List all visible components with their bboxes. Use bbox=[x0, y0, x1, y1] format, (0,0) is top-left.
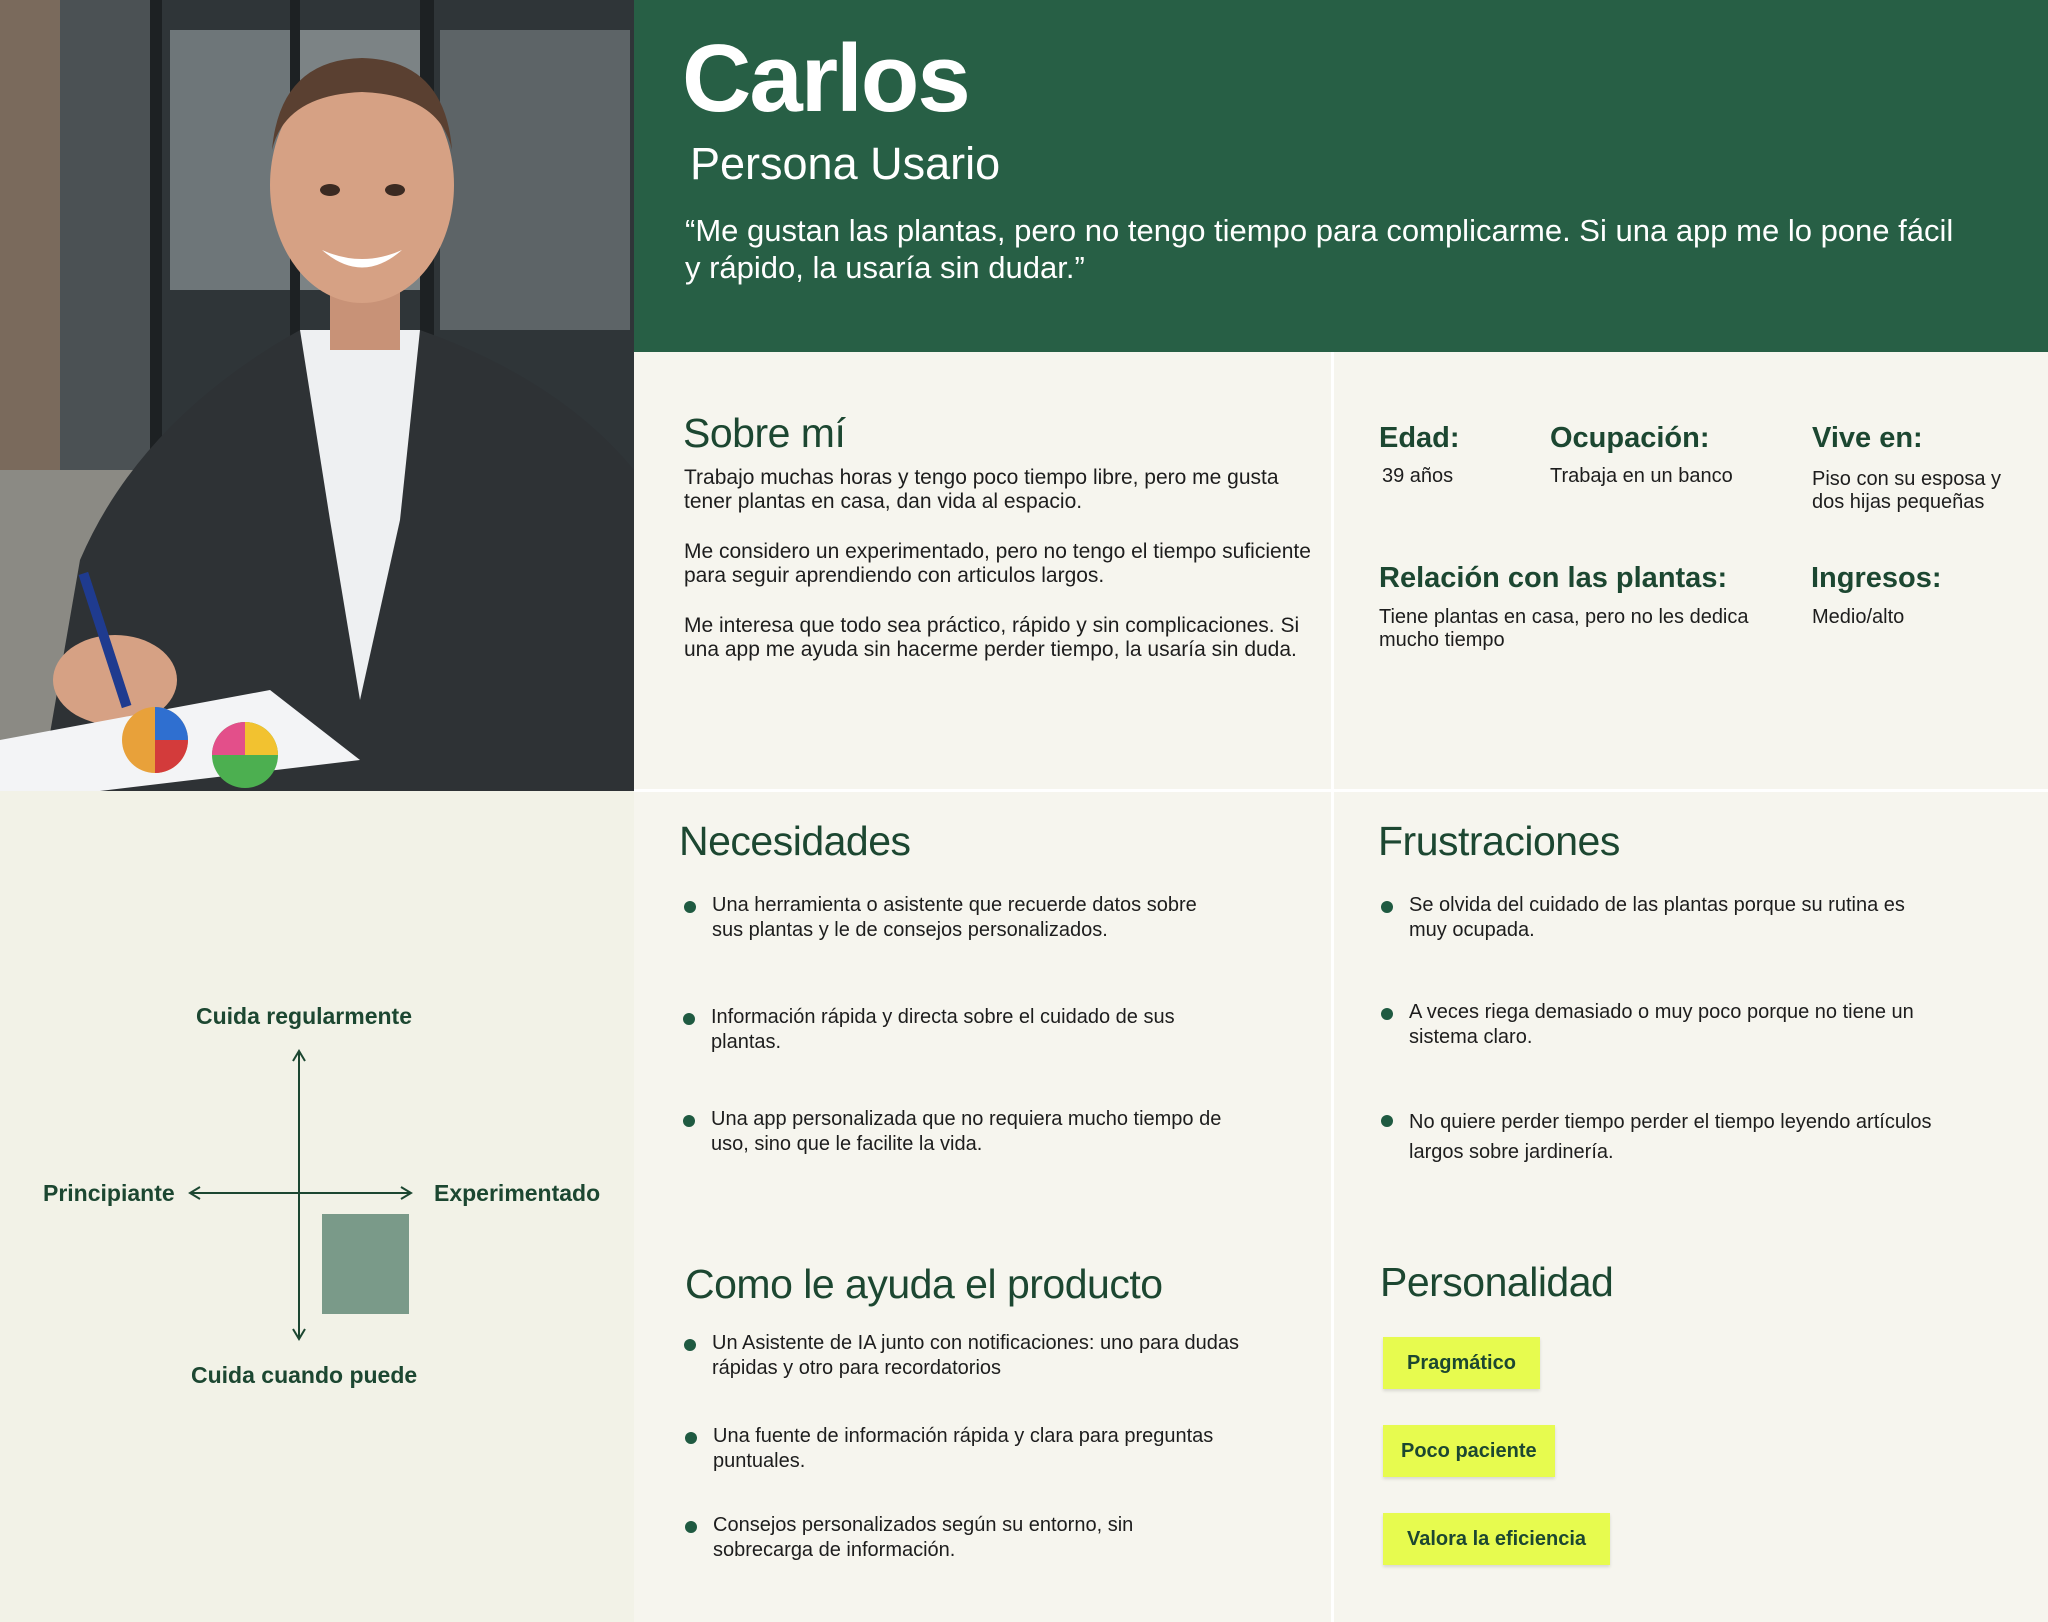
about-paragraph-2: Me considero un experimentado, pero no tengo el tiempo suficiente para seguir aprendiendo con articulos largos. bbox=[684, 540, 1311, 587]
about-title: Sobre mí bbox=[683, 410, 846, 456]
occupation-value: Trabaja en un banco bbox=[1550, 465, 1733, 487]
product-item-3: Consejos personalizados según su entorno, sin sobrecarga de información. bbox=[685, 1513, 1233, 1563]
personality-tag-poco-paciente: Poco paciente bbox=[1383, 1425, 1555, 1477]
product-item-1: Un Asistente de IA junto con notificaciones: uno para dudas rápidas y otro para recordatorios bbox=[684, 1331, 1272, 1381]
persona-photo-illustration bbox=[0, 0, 634, 791]
lives-label: Vive en: bbox=[1812, 422, 1923, 454]
frustrations-item-1: Se olvida del cuidado de las plantas porque su rutina es muy ocupada. bbox=[1381, 893, 1929, 943]
needs-item-1: Una herramienta o asistente que recuerde datos sobre sus plantas y le de consejos personalizados. bbox=[684, 893, 1232, 943]
needs-title: Necesidades bbox=[679, 818, 911, 864]
persona-photo bbox=[0, 0, 634, 791]
relation-value: Tiene plantas en casa, pero no les dedica mucho tiempo bbox=[1379, 606, 1749, 651]
persona-role: Persona Usario bbox=[690, 138, 1001, 189]
lives-value: Piso con su esposa y dos hijas pequeñas bbox=[1812, 468, 2001, 513]
personality-tag-pragmatico: Pragmático bbox=[1383, 1337, 1540, 1389]
product-item-2: Una fuente de información rápida y clara para preguntas puntuales. bbox=[685, 1424, 1233, 1474]
income-label: Ingresos: bbox=[1811, 562, 1942, 594]
occupation-label: Ocupación: bbox=[1550, 422, 1710, 454]
personality-tag-valora-eficiencia: Valora la eficiencia bbox=[1383, 1513, 1610, 1565]
persona-position-marker bbox=[322, 1214, 409, 1314]
column-divider bbox=[1331, 352, 1334, 1622]
frustrations-item-3: No quiere perder tiempo perder el tiempo leyendo artículos largos sobre jardinería. bbox=[1381, 1107, 1969, 1167]
needs-item-3: Una app personalizada que no requiera mucho tiempo de uso, sino que le facilite la vida. bbox=[683, 1107, 1231, 1157]
income-value: Medio/alto bbox=[1812, 606, 1905, 628]
relation-label: Relación con las plantas: bbox=[1379, 562, 1728, 594]
about-paragraph-3: Me interesa que todo sea práctico, rápido y sin complicaciones. Si una app me ayuda sin hacerme perder tiempo, la usaría sin duda. bbox=[684, 614, 1300, 661]
row-divider bbox=[634, 789, 2048, 792]
age-label: Edad: bbox=[1379, 422, 1460, 454]
axis-left-label: Principiante bbox=[43, 1180, 175, 1206]
age-value: 39 años bbox=[1382, 465, 1454, 487]
frustrations-title: Frustraciones bbox=[1378, 818, 1620, 864]
axis-bottom-label: Cuida cuando puede bbox=[191, 1362, 418, 1388]
frustrations-item-2: A veces riega demasiado o muy poco porque no tiene un sistema claro. bbox=[1381, 1000, 1929, 1050]
product-title: Como le ayuda el producto bbox=[685, 1261, 1163, 1307]
personality-title: Personalidad bbox=[1380, 1259, 1614, 1305]
about-paragraph-1: Trabajo muchas horas y tengo poco tiempo libre, pero me gusta tener plantas en casa, dan vida al espacio. bbox=[684, 466, 1279, 513]
persona-quote: “Me gustan las plantas, pero no tengo tiempo para complicarme. Si una app me lo pone fácil y rápido, la usaría sin dudar.” bbox=[685, 213, 1954, 285]
axis-right-label: Experimentado bbox=[434, 1180, 601, 1206]
persona-name: Carlos bbox=[682, 25, 969, 132]
axis-top-label: Cuida regularmente bbox=[196, 1003, 412, 1029]
needs-item-2: Información rápida y directa sobre el cuidado de sus plantas. bbox=[683, 1005, 1231, 1055]
